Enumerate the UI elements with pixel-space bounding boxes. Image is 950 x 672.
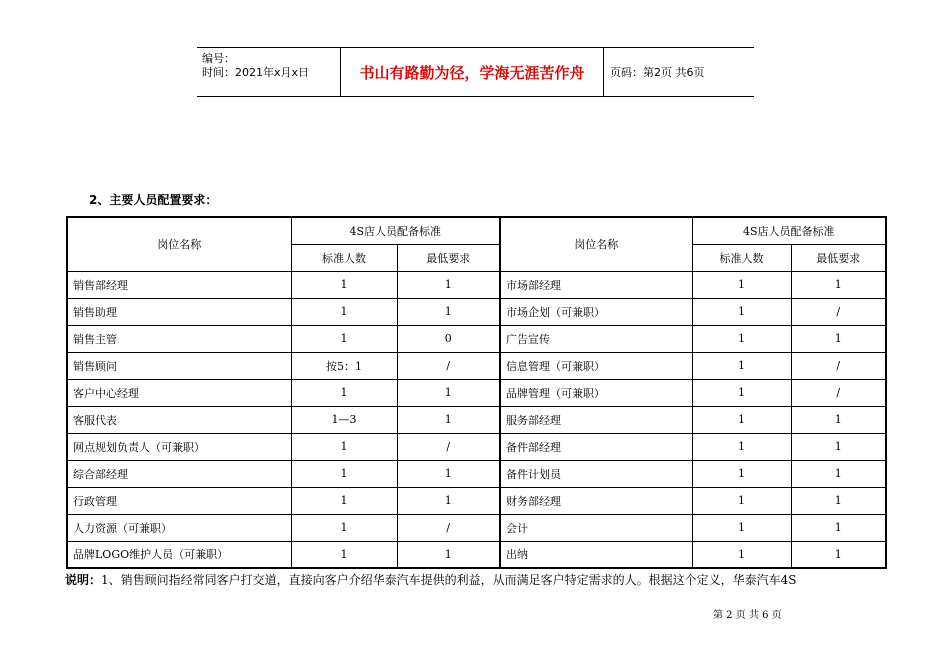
position-name-cell: 市场部经理 [500, 271, 692, 298]
header-page-number [604, 48, 754, 96]
position-name-cell: 行政管理 [67, 487, 291, 514]
standard-count-cell: 1 [692, 487, 791, 514]
minimum-requirement-cell: / [791, 379, 886, 406]
header-standard-group-left: 4S店人员配备标准 [291, 217, 500, 244]
standard-count-cell: 1 [291, 325, 397, 352]
table-row [67, 298, 886, 325]
position-name-cell: 网点规划负责人（可兼职） [67, 433, 291, 460]
minimum-requirement-cell: 1 [791, 514, 886, 541]
position-name-cell: 信息管理（可兼职） [500, 352, 692, 379]
position-name-cell: 销售主管 [67, 325, 291, 352]
page-header [197, 47, 754, 97]
minimum-requirement-cell: 1 [791, 271, 886, 298]
section-title: 2、主要人员配置要求： [89, 193, 218, 207]
table-row [67, 433, 886, 460]
minimum-requirement-cell: 1 [397, 379, 500, 406]
minimum-requirement-cell: / [791, 298, 886, 325]
position-name-cell: 品牌管理（可兼职） [500, 379, 692, 406]
position-name-cell: 财务部经理 [500, 487, 692, 514]
standard-count-cell: 1 [291, 433, 397, 460]
standard-count-cell: 1 [291, 487, 397, 514]
table-row [67, 541, 886, 568]
standard-count-cell: 1—3 [291, 406, 397, 433]
position-name-cell: 服务部经理 [500, 406, 692, 433]
standard-count-cell: 1 [692, 325, 791, 352]
table-row [67, 460, 886, 487]
standard-count-cell: 1 [692, 271, 791, 298]
position-name-cell: 销售顾问 [67, 352, 291, 379]
minimum-requirement-cell: 1 [791, 487, 886, 514]
page-footer: 第 2 页 共 6 页 [713, 610, 782, 621]
doc-meta [197, 48, 341, 96]
doc-number: 编号： [202, 52, 235, 65]
position-name-cell: 客户中心经理 [67, 379, 291, 406]
minimum-requirement-cell: 1 [791, 541, 886, 568]
minimum-requirement-cell: 1 [791, 460, 886, 487]
note-label: 说明： [65, 573, 102, 587]
position-name-cell: 品牌LOGO维护人员（可兼职） [67, 541, 291, 568]
note-text: 1、销售顾问指经常同客户打交道，直接向客户介绍华泰汽车提供的利益，从而满足客户特定需求的人。根据这个定义，华泰汽车4S [101, 573, 797, 587]
minimum-requirement-cell: 1 [397, 271, 500, 298]
table-row [67, 514, 886, 541]
page-number-text: 页码：第2页 共6页 [610, 66, 705, 79]
position-name-cell: 广告宣传 [500, 325, 692, 352]
staffing-table [66, 216, 887, 569]
standard-count-cell: 1 [291, 460, 397, 487]
minimum-requirement-cell: 1 [397, 460, 500, 487]
table-row [67, 379, 886, 406]
position-name-cell: 会计 [500, 514, 692, 541]
standard-count-cell: 1 [692, 460, 791, 487]
header-standard-count-left: 标准人数 [291, 244, 397, 271]
minimum-requirement-cell: 1 [791, 406, 886, 433]
standard-count-cell: 1 [692, 433, 791, 460]
standard-count-cell: 1 [291, 541, 397, 568]
standard-count-cell: 1 [692, 514, 791, 541]
doc-date: 时间：2021年x月x日 [202, 66, 310, 79]
minimum-requirement-cell: / [791, 352, 886, 379]
minimum-requirement-cell: / [397, 433, 500, 460]
table-row [67, 406, 886, 433]
position-name-cell: 备件计划员 [500, 460, 692, 487]
position-name-cell: 出纳 [500, 541, 692, 568]
position-name-cell: 销售部经理 [67, 271, 291, 298]
table-row [67, 487, 886, 514]
position-name-cell: 综合部经理 [67, 460, 291, 487]
table-row [67, 352, 886, 379]
minimum-requirement-cell: 1 [397, 487, 500, 514]
table-row [67, 271, 886, 298]
standard-count-cell: 1 [692, 352, 791, 379]
position-name-cell: 人力资源（可兼职） [67, 514, 291, 541]
minimum-requirement-cell: 1 [397, 406, 500, 433]
standard-count-cell: 1 [291, 271, 397, 298]
header-standard-group-right: 4S店人员配备标准 [692, 217, 886, 244]
position-name-cell: 客服代表 [67, 406, 291, 433]
table-row [67, 325, 886, 352]
header-slogan: 书山有路勤为径，学海无涯苦作舟 [341, 48, 604, 96]
header-position-right: 岗位名称 [500, 217, 692, 271]
position-name-cell: 销售助理 [67, 298, 291, 325]
standard-count-cell: 1 [291, 514, 397, 541]
minimum-requirement-cell: 0 [397, 325, 500, 352]
standard-count-cell: 1 [692, 541, 791, 568]
minimum-requirement-cell: 1 [397, 541, 500, 568]
note-paragraph [65, 573, 895, 587]
position-name-cell: 备件部经理 [500, 433, 692, 460]
standard-count-cell: 1 [291, 298, 397, 325]
header-minimum-right: 最低要求 [791, 244, 886, 271]
header-standard-count-right: 标准人数 [692, 244, 791, 271]
minimum-requirement-cell: 1 [397, 298, 500, 325]
standard-count-cell: 1 [692, 406, 791, 433]
standard-count-cell: 按5：1 [291, 352, 397, 379]
standard-count-cell: 1 [692, 298, 791, 325]
minimum-requirement-cell: 1 [791, 325, 886, 352]
minimum-requirement-cell: / [397, 514, 500, 541]
header-minimum-left: 最低要求 [397, 244, 500, 271]
standard-count-cell: 1 [291, 379, 397, 406]
header-position-left: 岗位名称 [67, 217, 291, 271]
standard-count-cell: 1 [692, 379, 791, 406]
minimum-requirement-cell: 1 [791, 433, 886, 460]
position-name-cell: 市场企划（可兼职） [500, 298, 692, 325]
minimum-requirement-cell: / [397, 352, 500, 379]
